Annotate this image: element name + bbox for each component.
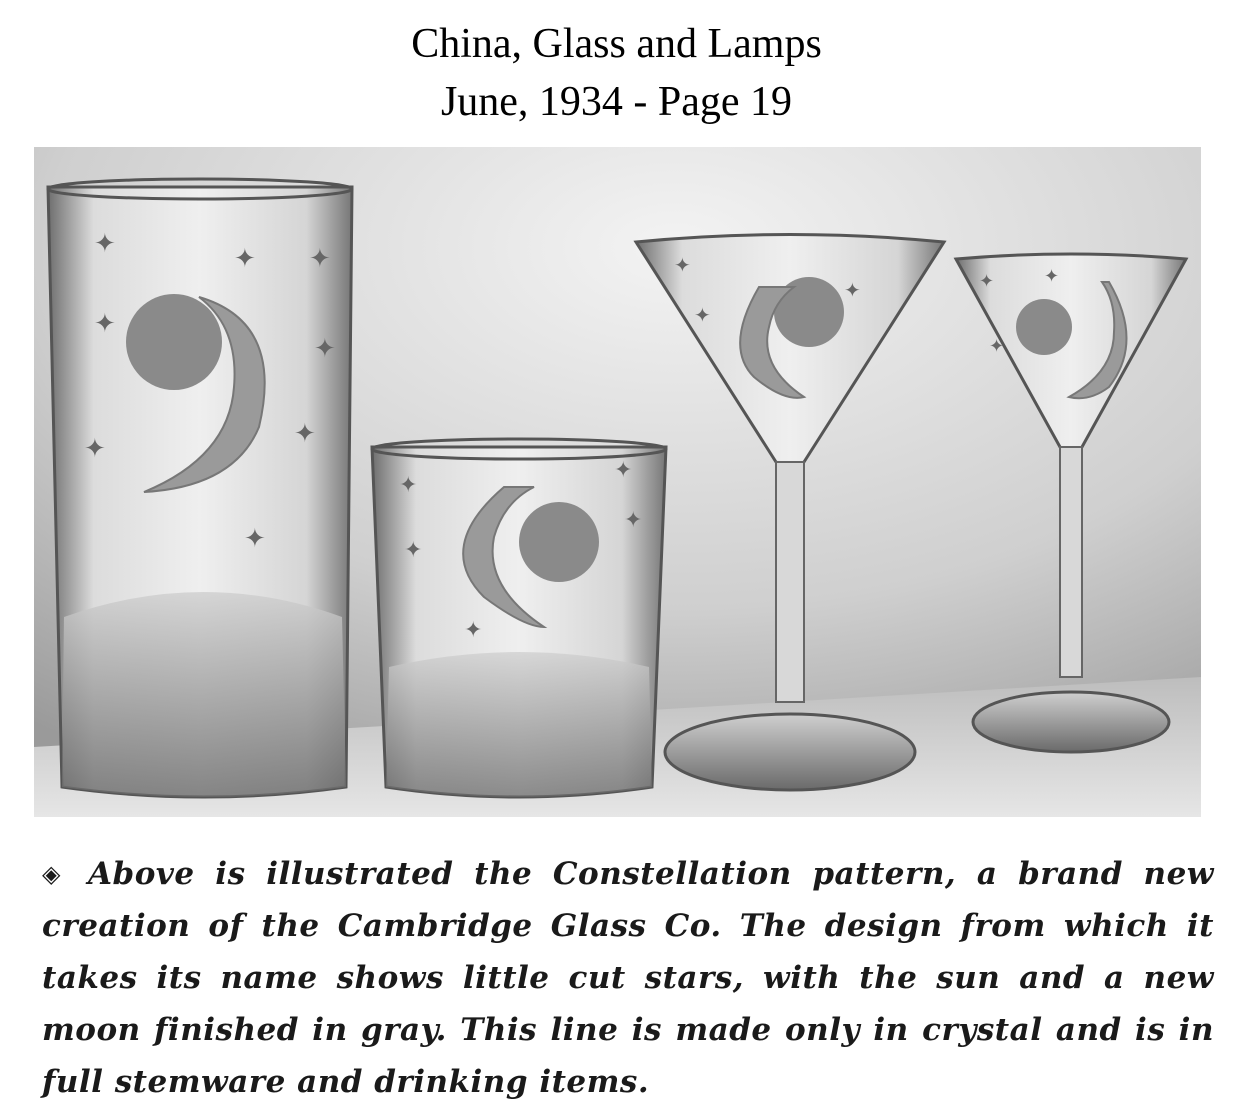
svg-text:✦: ✦ [84, 434, 106, 464]
svg-text:✦: ✦ [989, 336, 1005, 357]
svg-text:✦: ✦ [1044, 266, 1060, 287]
caption-text: Above is illustrated the Constellation pattern, a brand new creation of the Cambridge Glass Co. The design from which it takes its name shows little cut stars, with the sun and a new moon finished in gray. This line is made only in crystal and is in full stemware and drinking items. [42, 856, 1214, 1100]
svg-text:✦: ✦ [694, 303, 711, 327]
svg-text:✦: ✦ [404, 538, 423, 563]
caption-paragraph [42, 848, 1214, 1108]
svg-text:✦: ✦ [314, 334, 336, 364]
svg-text:✦: ✦ [624, 508, 643, 533]
page-title: China, Glass and Lamps [411, 21, 822, 67]
svg-text:✦: ✦ [294, 419, 316, 449]
tumbler-glass [48, 179, 352, 797]
svg-text:✦: ✦ [94, 229, 116, 259]
svg-text:✦: ✦ [614, 458, 633, 483]
glassware-photo [34, 147, 1201, 817]
svg-text:✦: ✦ [979, 271, 995, 292]
svg-text:✦: ✦ [399, 473, 418, 498]
old-fashioned-glass [372, 439, 666, 797]
svg-text:✦: ✦ [674, 253, 691, 277]
diamond-bullet-icon: ◈ [42, 859, 61, 888]
svg-text:✦: ✦ [94, 309, 116, 339]
svg-text:✦: ✦ [844, 278, 861, 302]
svg-text:✦: ✦ [309, 244, 331, 274]
page-subtitle: June, 1934 - Page 19 [440, 79, 793, 125]
svg-text:✦: ✦ [244, 524, 266, 554]
svg-text:✦: ✦ [464, 618, 483, 643]
svg-text:✦: ✦ [234, 244, 256, 274]
